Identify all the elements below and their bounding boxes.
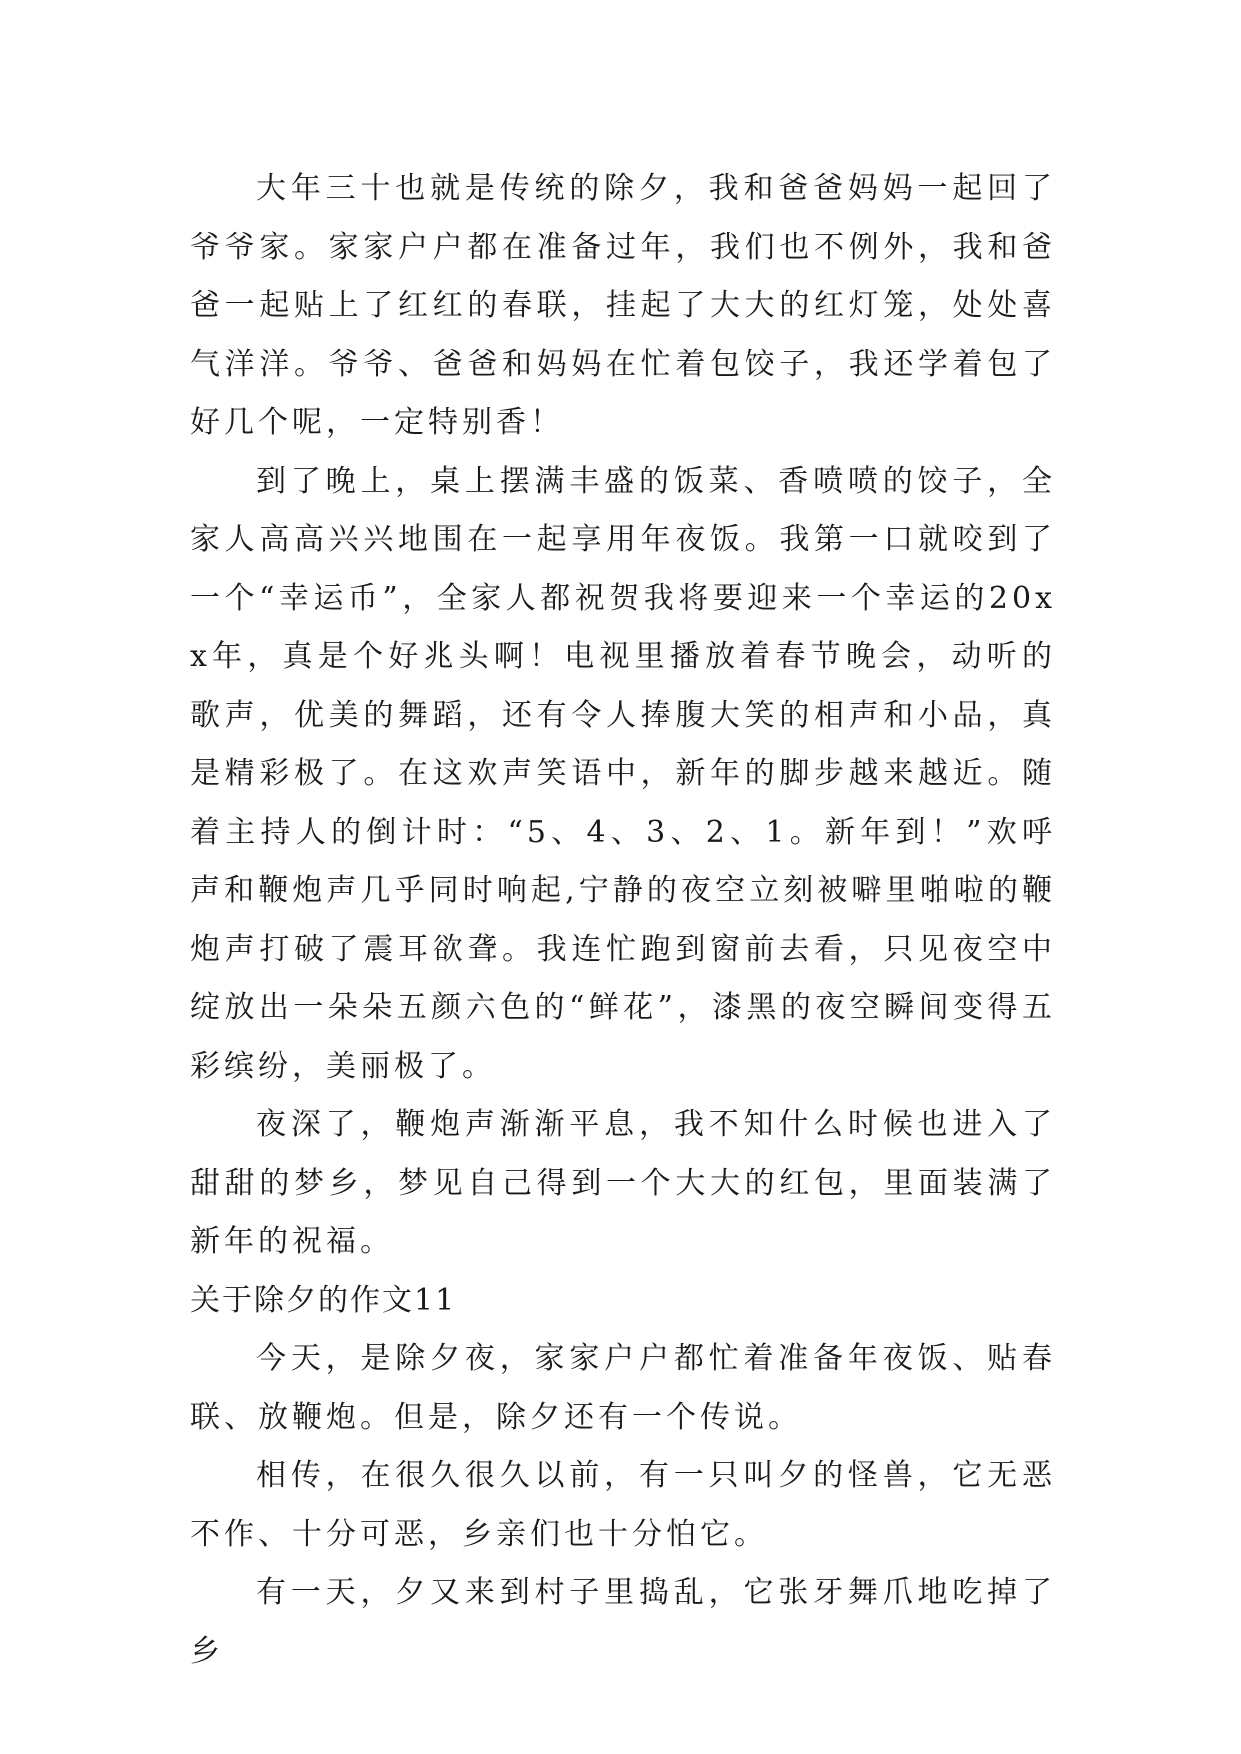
paragraph-new-year-eve-home: 大年三十也就是传统的除夕，我和爸爸妈妈一起回了爷爷家。家家户户都在准备过年，我们也不例外，我和爸爸一起贴上了红红的春联，挂起了大大的红灯笼，处处喜气洋洋。爷爷、爸爸和妈妈在忙着包饺子，我还学着包了好几个呢，一定特别香！ <box>190 171 1056 440</box>
paragraph-legend-monster: 相传，在很久很久以前，有一只叫夕的怪兽，它无恶不作、十分可恶，乡亲们也十分怕它。 <box>190 1458 1056 1552</box>
paragraph-legend-intro: 今天，是除夕夜，家家户户都忙着准备年夜饭、贴春联、放鞭炮。但是，除夕还有一个传说。 <box>190 1341 1056 1435</box>
document-body <box>190 160 1056 1681</box>
paragraph-new-year-eve-dinner: 到了晚上，桌上摆满丰盛的饭菜、香喷喷的饺子，全家人高高兴兴地围在一起享用年夜饭。我第一口就咬到了一个“幸运币”，全家人都祝贺我将要迎来一个幸运的20xx年，真是个好兆头啊！电视里播放着春节晚会，动听的歌声，优美的舞蹈，还有令人捧腹大笑的相声和小品，真是精彩极了。在这欢声笑语中，新年的脚步越来越近。随着主持人的倒计时：“5、4、3、2、1。新年到！”欢呼声和鞭炮声几乎同时响起,宁静的夜空立刻被噼里啪啦的鞭炮声打破了震耳欲聋。我连忙跑到窗前去看，只见夜空中绽放出一朵朵五颜六色的“鲜花”，漆黑的夜空瞬间变得五彩缤纷，美丽极了。 <box>190 463 1056 1084</box>
paragraph-new-year-eve-dream: 夜深了，鞭炮声渐渐平息，我不知什么时候也进入了甜甜的梦乡，梦见自己得到一个大大的红包，里面装满了新年的祝福。 <box>190 1107 1056 1259</box>
section-title: 关于除夕的作文11 <box>190 1282 457 1318</box>
paragraph-legend-continued: 有一天，夕又来到村子里捣乱，它张牙舞爪地吃掉了乡 <box>190 1575 1056 1669</box>
